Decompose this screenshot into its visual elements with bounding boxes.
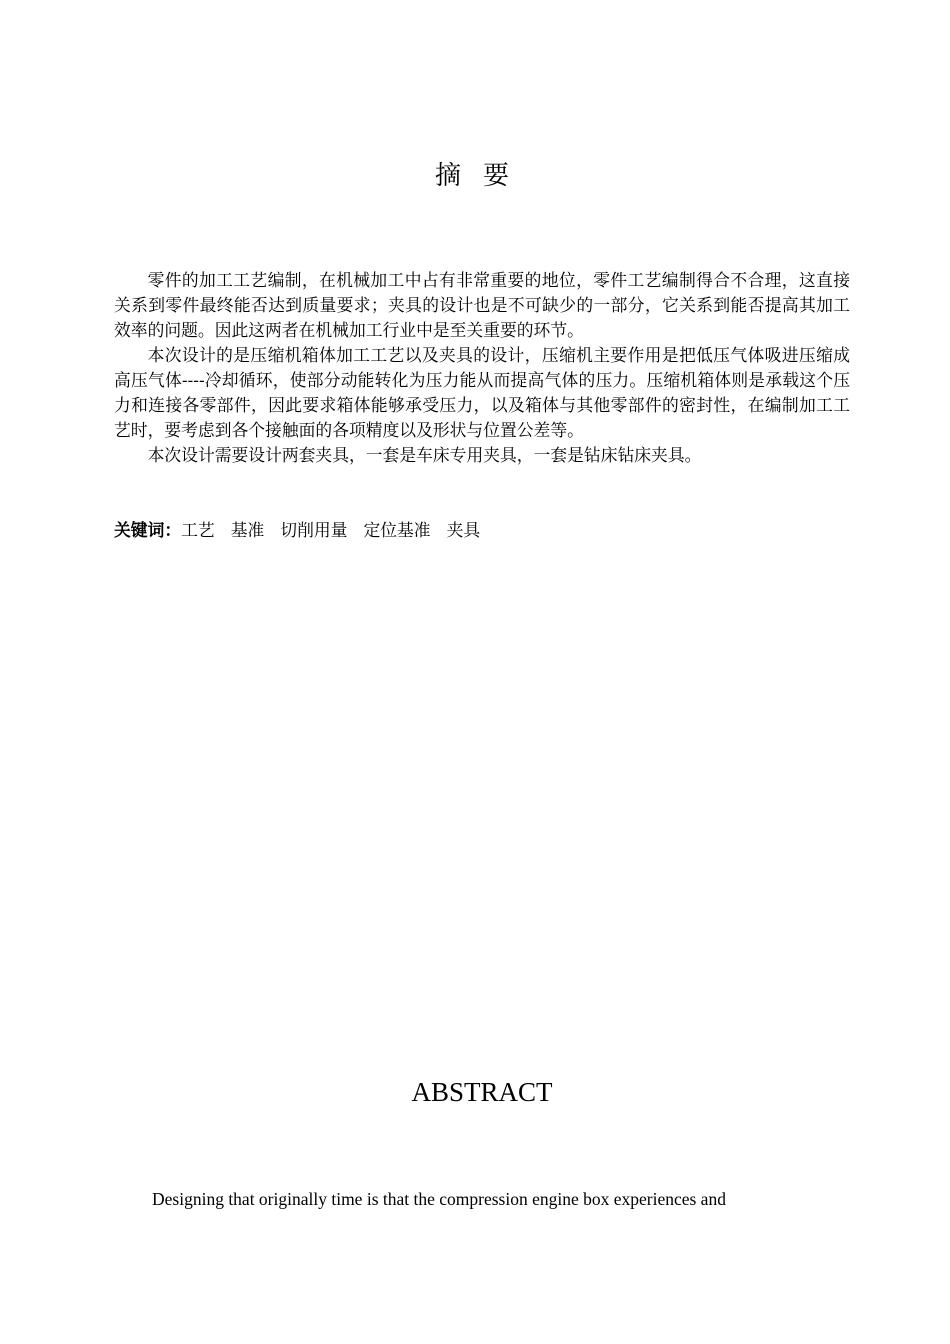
keyword-term: 夹具 [446,520,481,540]
chinese-abstract-title: 摘要 [434,161,531,191]
chinese-abstract-paragraph-2: 本次设计的是压缩机箱体加工工艺以及夹具的设计，压缩机主要作用是把低压气体吸进压缩成高压气体----冷却循环，使部分动能转化为压力能从而提高气体的压力。压缩机箱体则是承载这个压力和连接各零部件，因此要求箱体能够承受压力，以及箱体与其他零部件的密封性，在编制加工工艺时，要考虑到各个接触面的各项精度以及形状与位置公差等。 [114,345,850,440]
chinese-abstract-paragraph-3: 本次设计需要设计两套夹具，一套是车床专用夹具，一套是钻床钻床夹具。 [147,445,702,465]
english-abstract-title: ABSTRACT [411,1077,553,1107]
keyword-term: 切削用量 [280,520,348,540]
keyword-term: 定位基准 [363,520,431,540]
chinese-abstract-paragraph-1: 零件的加工工艺编制，在机械加工中占有非常重要的地位，零件工艺编制得合不合理，这直接关系到零件最终能否达到质量要求；夹具的设计也是不可缺少的一部分，它关系到能否提高其加工效率的问题。因此这两者在机械加工行业中是至关重要的环节。 [114,270,850,340]
keywords-line [114,518,850,543]
english-abstract-paragraph-1: Designing that originally time is that the compression engine box experiences and [152,1189,726,1209]
keyword-term: 工艺 [181,520,215,540]
keyword-term: 基准 [230,520,265,540]
chinese-abstract-body [114,268,850,468]
keywords-label: 关键词： [114,520,182,540]
english-abstract-body [114,1186,850,1212]
